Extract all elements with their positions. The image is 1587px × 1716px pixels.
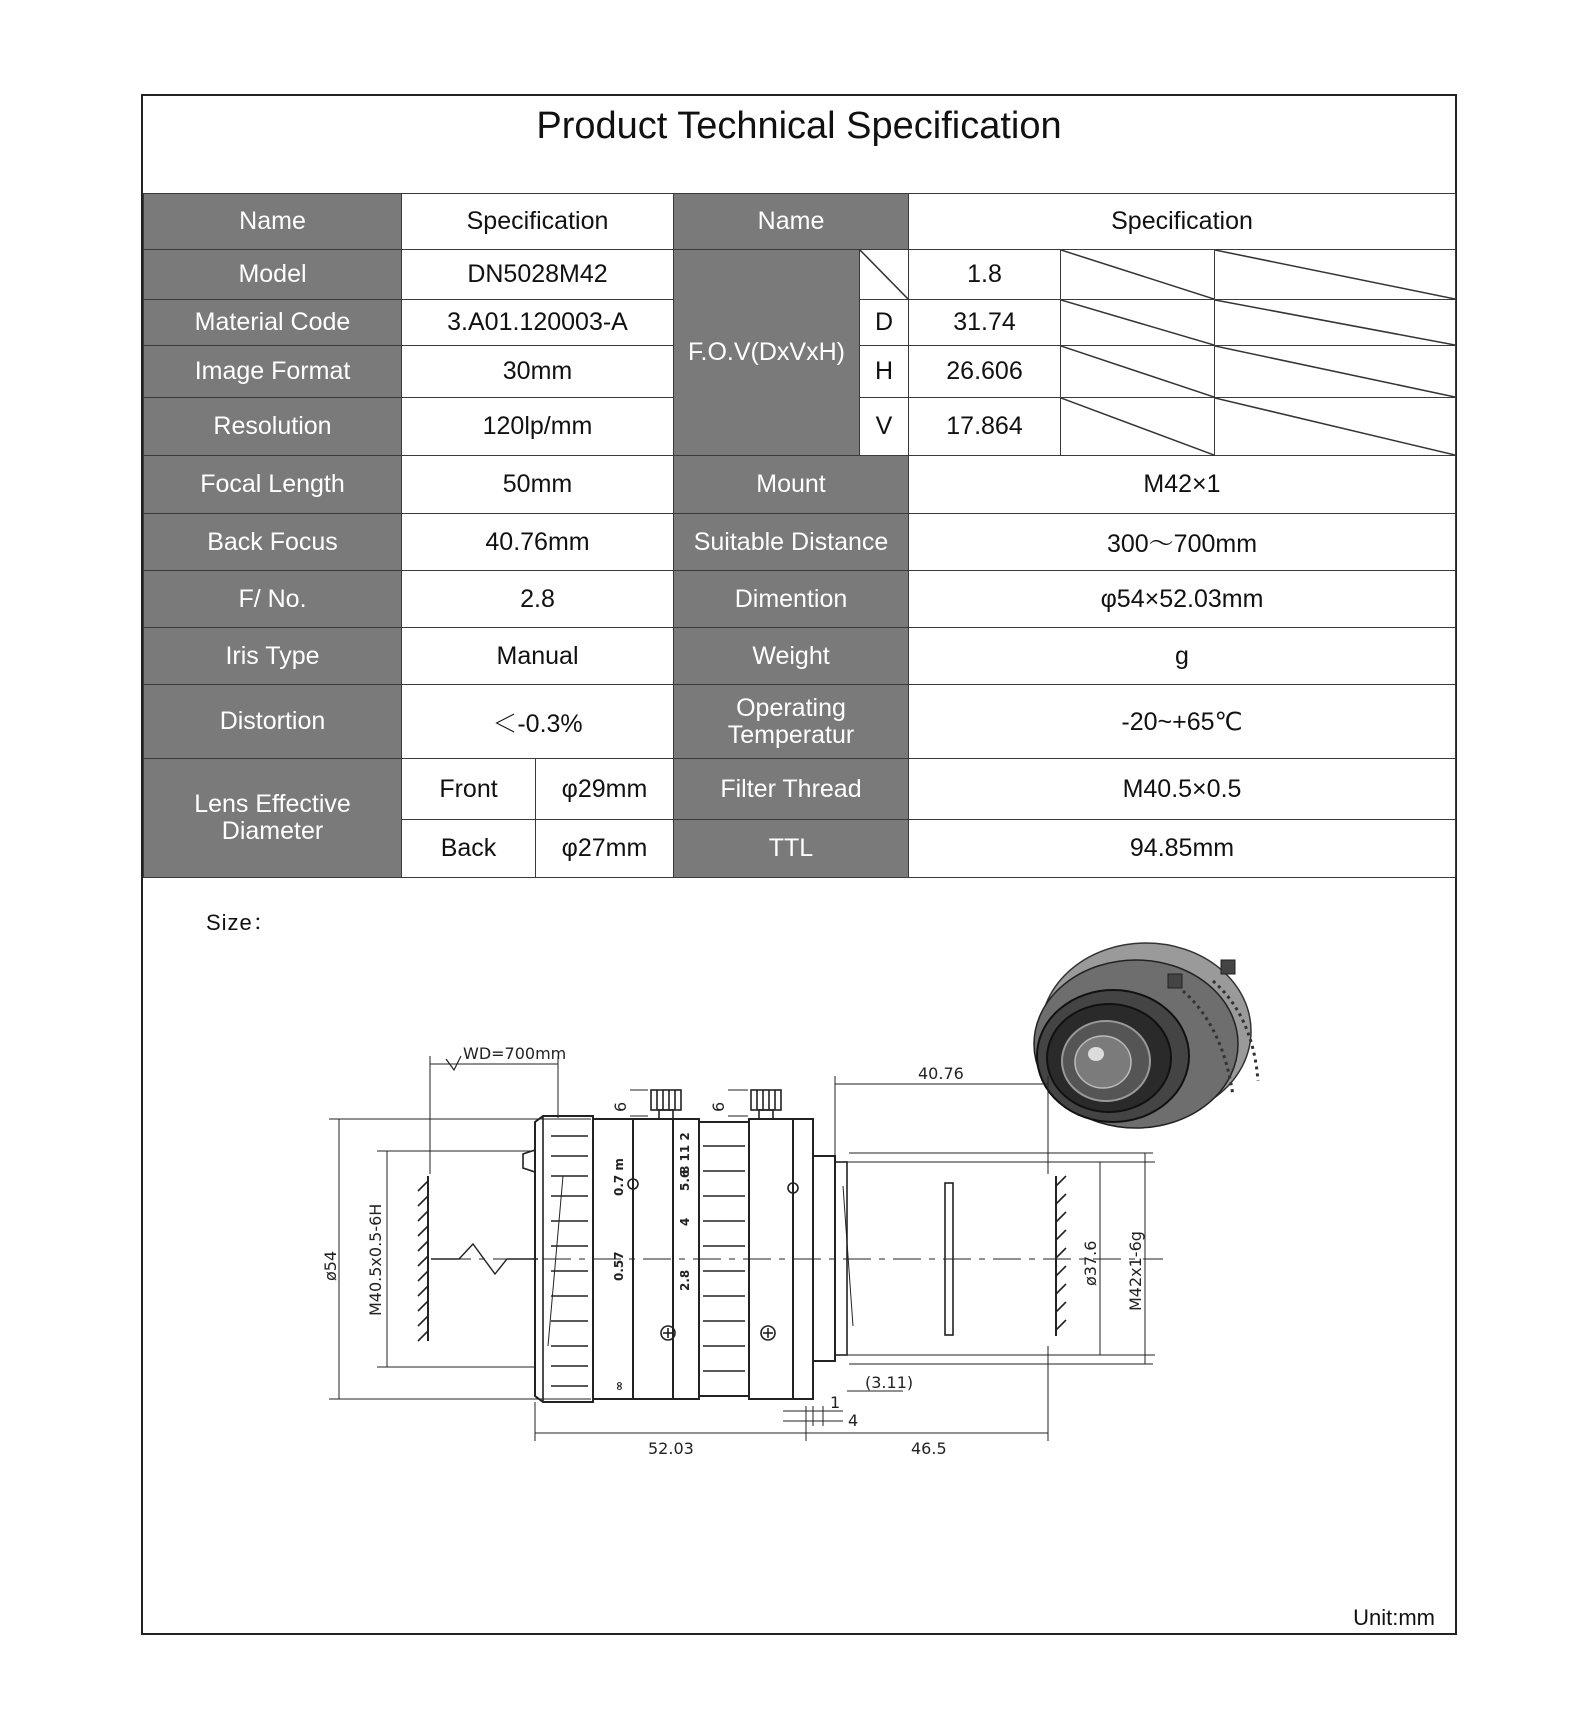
mount-value: M42×1: [909, 456, 1456, 514]
object-plane-hatch: [418, 1181, 428, 1341]
model-label: Model: [144, 250, 402, 300]
step-4-label: 4: [848, 1411, 859, 1430]
spec-sheet: [141, 94, 1457, 1635]
focus-mark-infinity: ∞: [612, 1381, 626, 1391]
size-label: Size：: [206, 910, 276, 935]
f-no-label: F/ No.: [144, 571, 402, 628]
outer-diameter-label: ø54: [321, 1250, 340, 1281]
weight-value: g: [909, 628, 1456, 685]
image-format-label: Image Format: [144, 346, 402, 398]
image-format-value: 30mm: [402, 346, 674, 398]
front-value: φ29mm: [536, 759, 674, 820]
model-value: DN5028M42: [402, 250, 674, 300]
back-label: Back: [402, 820, 536, 878]
wd-label: WD=700mm: [463, 1044, 567, 1063]
lens-diameter-label-line1: Lens Effective: [194, 790, 351, 818]
ttl-label: TTL: [674, 820, 909, 878]
resolution-value: 120lp/mm: [402, 398, 674, 456]
fov-label: F.O.V(DxVxH): [674, 250, 860, 456]
fov-value-v: 17.864: [909, 398, 1061, 456]
front-thread-label: M40.5x0.5-6H: [366, 1203, 385, 1316]
filter-thread-label: Filter Thread: [674, 759, 909, 820]
distortion-value: ＜-0.3%: [402, 685, 674, 759]
suitable-distance-value: 300～700mm: [909, 514, 1456, 571]
lens-product-image: [1034, 943, 1258, 1128]
fov-value-h: 26.606: [909, 346, 1061, 398]
page-title: Product Technical Specification: [536, 105, 1062, 147]
operating-temp-value: -20~+65℃: [909, 685, 1456, 759]
fov-value-d: 31.74: [909, 300, 1061, 346]
operating-temp-label-line2: Temperatur: [727, 720, 855, 749]
back-focus-value: 40.76mm: [402, 514, 674, 571]
fov-value: 1.8: [909, 250, 1061, 300]
focus-mark-057: 0.57: [612, 1251, 626, 1281]
resolution-label: Resolution: [144, 398, 402, 456]
material-code-label: Material Code: [144, 300, 402, 346]
filter-thread-value: M40.5×0.5: [909, 759, 1456, 820]
weight-label: Weight: [674, 628, 909, 685]
aperture-mark-8-11: 8 11 2: [678, 1132, 692, 1174]
back-focus-label: Back Focus: [144, 514, 402, 571]
flange-offset-label: (3.11): [865, 1373, 914, 1392]
focal-length-value: 50mm: [402, 456, 674, 514]
dimention-label: Dimention: [674, 571, 909, 628]
aperture-mark-56: 5.6: [678, 1169, 692, 1191]
unit-label: Unit:mm: [1353, 1605, 1435, 1630]
mount-thread-label: M42x1-6g: [1126, 1231, 1145, 1311]
knob-height-label-2: 6: [709, 1101, 728, 1112]
step-1-label: 1: [830, 1393, 841, 1412]
rear-length-dim-label: 46.5: [911, 1439, 947, 1458]
fov-axis-v: V: [860, 398, 909, 456]
mount-label: Mount: [674, 456, 909, 514]
suitable-distance-label: Suitable Distance: [674, 514, 909, 571]
aperture-mark-4: 4: [678, 1217, 692, 1226]
aperture-mark-28: 2.8: [678, 1269, 692, 1291]
focus-mark-07: 0.7 m: [612, 1158, 626, 1196]
back-value: φ27mm: [536, 820, 674, 878]
dimention-value: φ54×52.03mm: [909, 571, 1456, 628]
focal-length-label: Focal Length: [144, 456, 402, 514]
ttl-value: 94.85mm: [909, 820, 1456, 878]
header-name-right: Name: [674, 194, 909, 250]
front-ring-grip: [548, 1136, 588, 1386]
front-label: Front: [402, 759, 536, 820]
image-plane-hatch: [1056, 1176, 1066, 1330]
distortion-label: Distortion: [144, 685, 402, 759]
fov-axis-d: D: [860, 300, 909, 346]
iris-type-value: Manual: [402, 628, 674, 685]
length-dim-label: 52.03: [648, 1439, 694, 1458]
f-no-value: 2.8: [402, 571, 674, 628]
rear-diameter-label: ø37.6: [1081, 1240, 1100, 1286]
header-spec-right: Specification: [909, 194, 1456, 250]
header-spec-left: Specification: [402, 194, 674, 250]
lens-side-view: [329, 1056, 1163, 1441]
material-code-value: 3.A01.120003-A: [402, 300, 674, 346]
technical-drawing: [143, 96, 1455, 1633]
iris-type-label: Iris Type: [144, 628, 402, 685]
fov-axis-h: H: [860, 346, 909, 398]
operating-temp-label-line1: Operating: [736, 693, 846, 722]
back-focus-dim-label: 40.76: [918, 1064, 964, 1083]
lens-diameter-label-line2: Diameter: [221, 817, 324, 845]
header-name-left: Name: [144, 194, 402, 250]
knob-height-label: 6: [611, 1101, 630, 1112]
